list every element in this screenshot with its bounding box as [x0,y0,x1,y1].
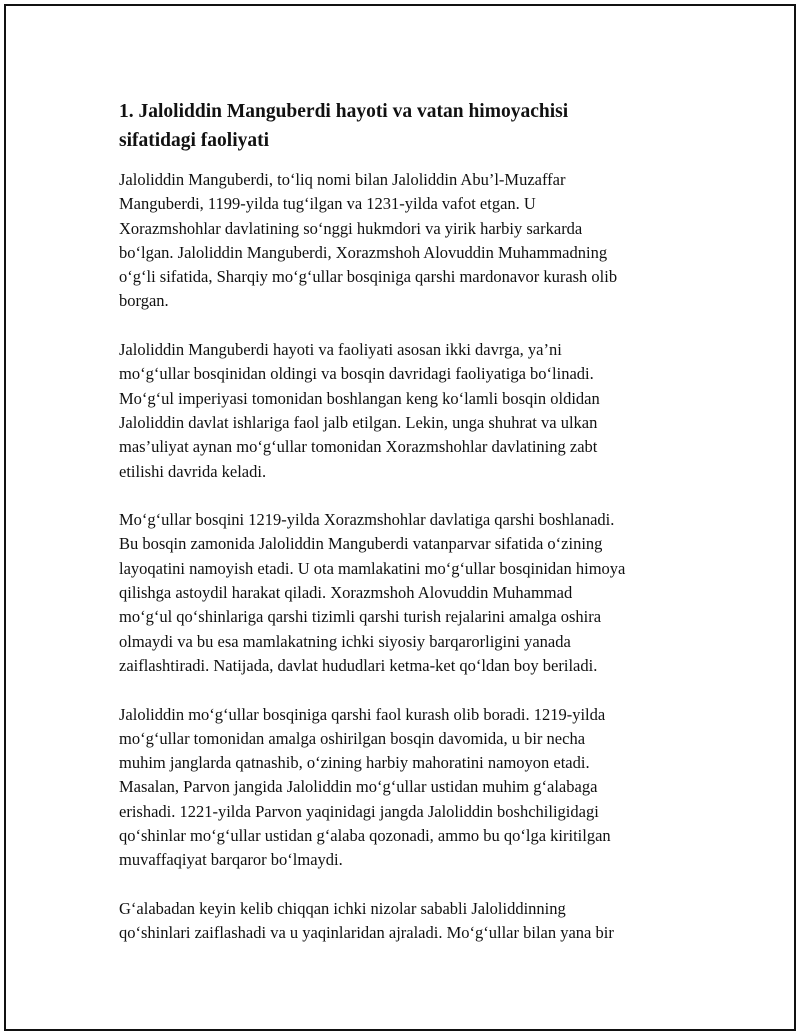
text-line: mo‘g‘ullar bosqinidan oldingi va bosqin davridagi faoliyatiga bo‘linadi. [119,364,594,384]
paragraph [119,508,679,678]
text-line: o‘g‘li sifatida, Sharqiy mo‘g‘ullar bosqiniga qarshi mardonavor kurash olib [119,267,618,287]
text-line: etilishi davrida keladi. [119,461,267,481]
text-line: mas’uliyat aynan mo‘g‘ullar tomonidan Xorazmshohlar davlatining zabt [119,437,598,457]
text-line: mo‘g‘ul qo‘shinlariga qarshi tizimli qarshi turish rejalarini amalga oshira [119,607,602,627]
paragraph [119,897,679,946]
text-line: Jaloliddin mo‘g‘ullar bosqiniga qarshi faol kurash olib boradi. 1219-yilda [119,704,606,724]
text-line: Bu bosqin zamonida Jaloliddin Manguberdi vatanparvar sifatida o‘zining [119,534,603,554]
text-line: Masalan, Parvon jangida Jaloliddin mo‘g‘ullar ustidan muhim g‘alabaga [119,777,598,797]
text-line: qo‘shinlari zaiflashadi va u yaqinlaridan ajraladi. Mo‘g‘ullar bilan yana bir [119,923,614,943]
text-line: olmaydi va bu esa mamlakatning ichki siyosiy barqarorligini yanada [119,631,571,651]
text-line: Xorazmshohlar davlatining so‘nggi hukmdori va yirik harbiy sarkarda [119,218,583,238]
text-line: qilishga astoydil harakat qiladi. Xorazmshoh Alovuddin Muhammad [119,583,573,603]
paragraph [119,168,679,314]
text-line: G‘alabadan keyin kelib chiqqan ichki nizolar sababli Jaloliddinning [119,898,566,918]
document-page [4,4,796,1031]
text-line: Jaloliddin Manguberdi, to‘liq nomi bilan Jaloliddin Abu’l-Muzaffar [119,170,566,189]
paragraph [119,703,679,873]
section-heading [119,97,679,155]
document-body [119,97,679,970]
text-line: qo‘shinlar mo‘g‘ullar ustidan g‘alaba qozonadi, ammo bu qo‘lga kiritilgan [119,826,611,846]
text-line: Mo‘g‘ul imperiyasi tomonidan boshlangan keng ko‘lamli bosqin oldidan [119,388,600,408]
text-line: Manguberdi, 1199-yilda tug‘ilgan va 1231-yilda vafot etgan. U [119,194,536,214]
text-line: Mo‘g‘ullar bosqini 1219-yilda Xorazmshohlar davlatiga qarshi boshlanadi. [119,510,615,530]
paragraph [119,338,679,484]
text-line: Jaloliddin davlat ishlariga faol jalb etilgan. Lekin, unga shuhrat va ulkan [119,412,598,432]
text-line: Jaloliddin Manguberdi hayoti va faoliyati asosan ikki davrga, ya’ni [119,340,562,360]
heading-line: sifatidagi faoliyati [119,130,270,151]
text-line: zaiflashtiradi. Natijada, davlat hududlari ketma-ket qo‘ldan boy beriladi. [119,655,598,675]
heading-line: 1. Jaloliddin Manguberdi hayoti va vatan himoyachisi [119,101,569,122]
text-line: erishadi. 1221-yilda Parvon yaqinidagi jangda Jaloliddin boshchiligidagi [119,801,599,821]
text-line: borgan. [119,291,169,311]
text-line: mo‘g‘ullar tomonidan amalga oshirilgan bosqin davomida, u bir necha [119,728,586,748]
text-line: muhim janglarda qatnashib, o‘zining harbiy mahoratini namoyon etadi. [119,753,590,773]
text-line: muvaffaqiyat barqaror bo‘lmaydi. [119,850,343,870]
text-line: layoqatini namoyish etadi. U ota mamlakatini mo‘g‘ullar bosqinidan himoya [119,558,626,578]
text-line: bo‘lgan. Jaloliddin Manguberdi, Xorazmshoh Alovuddin Muhammadning [119,242,608,262]
